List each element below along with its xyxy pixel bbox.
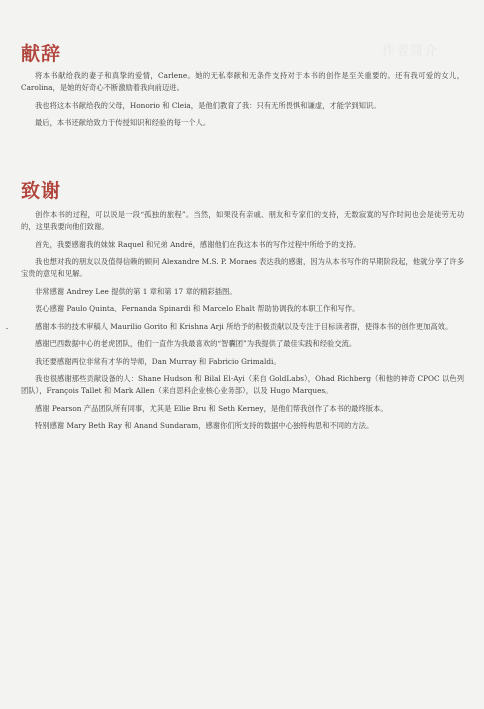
acknowledgment-paragraph: 感谢 Pearson 产品团队所有同事，尤其是 Ellie Bru 和 Seth Kerney，是他们帮我创作了本书的最终版本。 xyxy=(35,403,388,413)
acknowledgment-paragraph: 我也想对我的朋友以及值得信赖的顾问 Alexandre M.S. P. Moraes 表达我的感谢，因为从本书写作的早期阶段起，他就分享了许多宝贵的意见和见解。 xyxy=(21,257,464,278)
dedication-paragraph: 我也将这本书献给我的父母，Honorio 和 Cleia，是他们教育了我：只有无所畏惧和谦虚，才能学到知识。 xyxy=(35,100,381,110)
acknowledgment-paragraph: 感谢巴西数据中心的老虎团队，他们一直作为我最喜欢的“智囊团”为我提供了最佳实践和经验交流。 xyxy=(35,339,357,348)
acknowledgment-paragraph: 创作本书的过程，可以说是一段“孤独的旅程”。当然，如果没有亲戚、朋友和专家们的支持，无数寂寞的写作时间也会是徒劳无功的，这里我要向他们致谢。 xyxy=(21,210,464,231)
acknowledgment-paragraph: 首先，我要感谢我的妹妹 Raquel 和兄弟 André，感谢他们在我这本书的写作过程中所给予的支持。 xyxy=(35,239,361,249)
dedication-title: 献辞 xyxy=(21,43,62,65)
acknowledgment-paragraph: 特别感谢 Mary Beth Ray 和 Anand Sundaram，感谢你们所支持的数据中心独特构思和不同的方法。 xyxy=(35,421,374,430)
dedication-paragraph: 最后，本书还献给致力于传授知识和经验的每一个人。 xyxy=(35,118,211,127)
acknowledgments-body xyxy=(21,209,464,438)
margin-mark xyxy=(6,328,8,329)
acknowledgment-paragraph: 非常感谢 Andrey Lee 提供的第 1 章和第 17 章的精彩插图。 xyxy=(35,286,237,296)
dedication-paragraph: 将本书献给我的妻子和真挚的爱情，Carlene。她的无私奉献和无条件支持对于本书的创作是至关重要的。还有我可爱的女儿，Carolina，是她的好奇心不断激励着我向前迈进。 xyxy=(21,71,464,92)
acknowledgment-paragraph: 我也很感谢那些贡献设备的人：Shane Hudson 和 Bilal El-Ayi（来自 GoldLabs），Ohad Richberg（和他的神奇 CPOC 以色列团队），François Tallet 和 Mark Allen（来自思科企业核心业务部），以及 Hugo Marques。 xyxy=(21,374,464,395)
dedication-body xyxy=(21,70,464,135)
acknowledgments-title: 致谢 xyxy=(21,180,62,202)
acknowledgment-paragraph: 衷心感谢 Paulo Quinta、Fernanda Spinardi 和 Marcelo Ehalt 帮助协调我的本职工作和写作。 xyxy=(35,304,360,313)
acknowledgment-paragraph: 我还要感谢两位非常有才华的导师，Dan Murray 和 Fabricio Grimaldi。 xyxy=(35,356,281,366)
acknowledgment-paragraph: 感谢本书的技术审稿人 Maurilio Gorito 和 Krishna Arji 所给予的积极贡献以及专注于目标读者群，使得本书的创作更加高效。 xyxy=(35,321,453,331)
bleed-through-header: 作者简介 xyxy=(382,44,439,59)
